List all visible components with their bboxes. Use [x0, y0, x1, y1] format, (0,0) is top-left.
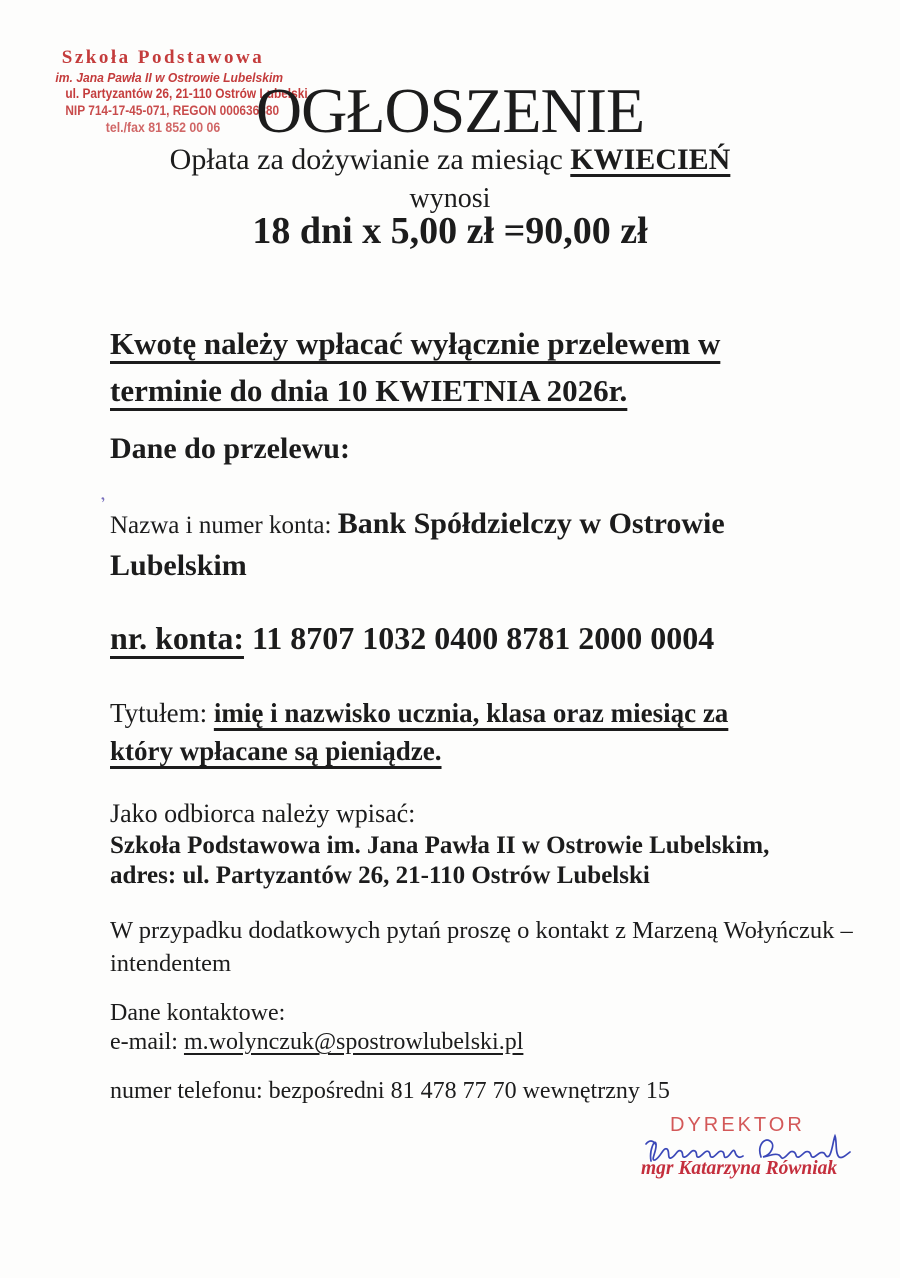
announcement-subtitle: [0, 143, 900, 177]
subtitle-text: Opłata za dożywianie za miesiąc: [169, 143, 571, 176]
fee-calculation: 18 dni x 5,00 zł =90,00 zł: [252, 210, 648, 252]
director-title: DYREKTOR: [670, 1114, 805, 1136]
subtitle-month: KWIECIEŃ: [570, 143, 731, 176]
questions-line-2: intendentem: [110, 950, 232, 977]
deadline-line-2: terminie do dnia 10 KWIETNIA 2026r.: [110, 373, 628, 408]
questions-line-1: W przypadku dodatkowych pytań proszę o kontakt z Marzeną Wołyńczuk –: [110, 917, 853, 944]
payment-deadline: [110, 320, 720, 414]
transfer-details-heading: Dane do przelewu:: [110, 432, 350, 465]
account-number-label: nr. konta:: [110, 620, 244, 656]
stamp-nip-regon-line: NIP 714-17-45-071, REGON 000636880: [65, 102, 280, 118]
recipient-line-1: Szkoła Podstawowa im. Jana Pawła II w Ostrowie Lubelskim,: [110, 832, 770, 859]
account-number-value: 11 8707 1032 0400 8781 2000 0004: [243, 620, 715, 656]
stamp-phone-line: tel./fax 81 852 00 06: [105, 119, 221, 136]
bank-name-line-1: Bank Spółdzielczy w Ostrowie: [337, 507, 725, 540]
director-name: mgr Katarzyna Równiak: [641, 1158, 838, 1179]
recipient-intro: Jako odbiorca należy wpisać:: [110, 799, 416, 828]
account-number-row: [110, 620, 714, 657]
account-name-row: [110, 507, 725, 541]
payment-title-row: [110, 694, 728, 770]
stamp-patron-line: im. Jana Pawła II w Ostrowie Lubelskim: [55, 70, 284, 85]
payment-title-line-1: imię i nazwisko ucznia, klasa oraz miesiąc za: [213, 698, 729, 728]
account-name-label: Nazwa i numer konta:: [110, 512, 338, 539]
phone-row: numer telefonu: bezpośredni 81 478 77 70 wewnętrzny 15: [110, 1078, 670, 1104]
recipient-section: [110, 831, 769, 891]
email-label: e-mail:: [110, 1029, 184, 1055]
stamp-school-name: Szkoła Podstawowa: [61, 47, 265, 68]
deadline-line-1: Kwotę należy wpłacać wyłącznie przelewem w: [110, 326, 721, 361]
questions-paragraph: [110, 914, 853, 980]
wynosi-text: wynosi: [409, 183, 491, 214]
contact-heading: Dane kontaktowe:: [110, 1000, 286, 1026]
email-row: [110, 1029, 523, 1056]
payment-title-label: Tytułem:: [110, 698, 214, 728]
ink-artifact: ʼ: [99, 494, 110, 512]
recipient-line-2: adres: ul. Partyzantów 26, 21-110 Ostrów Lubelski: [110, 862, 650, 889]
announcement-title: OGŁOSZENIE: [255, 75, 645, 146]
email-address: m.wolynczuk@spostrowlubelski.pl: [183, 1029, 524, 1055]
bank-name-line-2: Lubelskim: [110, 549, 247, 582]
stamp-address-line: ul. Partyzantów 26, 21-110 Ostrów Lubelski: [65, 86, 308, 102]
payment-title-line-2: który wpłacane są pieniądze.: [110, 736, 442, 766]
